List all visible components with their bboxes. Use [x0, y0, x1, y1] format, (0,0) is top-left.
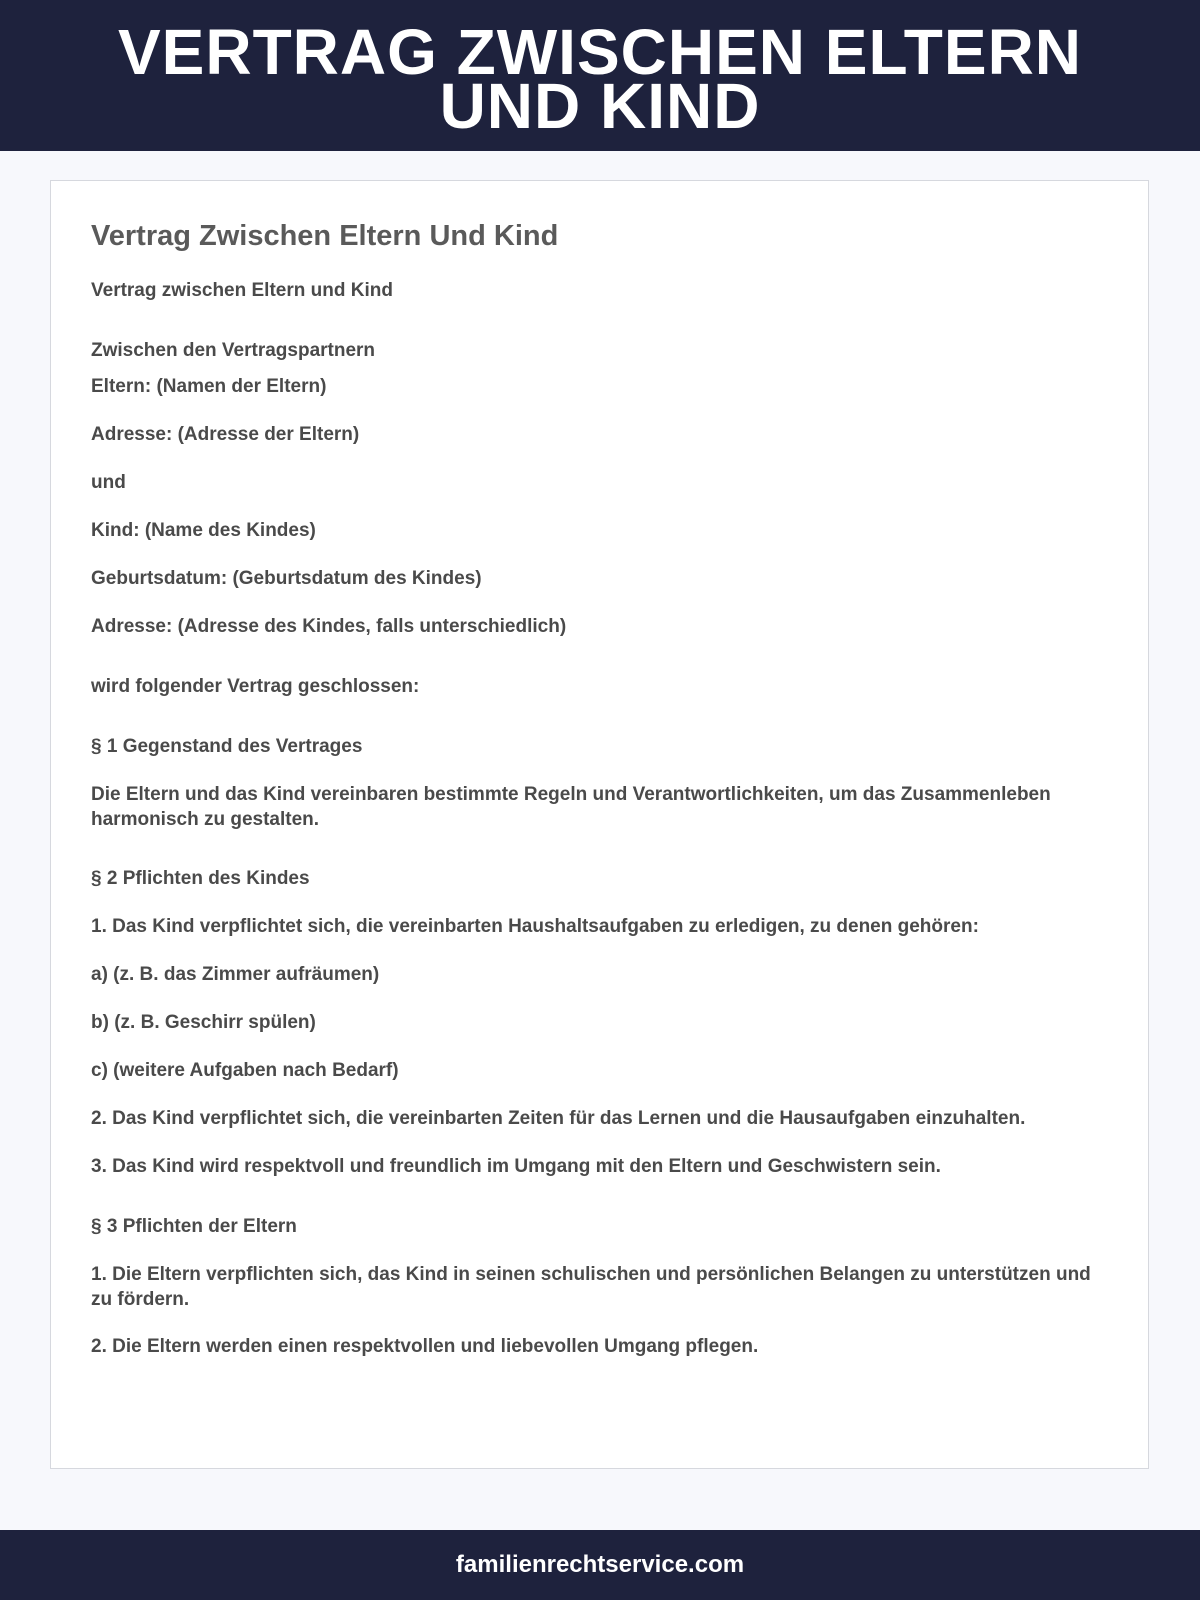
page-footer [0, 1530, 1200, 1600]
page-banner-title: VERTRAG ZWISCHEN ELTERN UND KIND [117, 15, 1083, 142]
section-2-item-1b: b) (z. B. Geschirr spülen) [91, 1012, 316, 1033]
section-2-item-1c: c) (weitere Aufgaben nach Bedarf) [91, 1060, 399, 1081]
section-2-item-3: 3. Das Kind wird respektvoll und freundlich im Umgang mit den Eltern und Geschwistern sein. [91, 1156, 941, 1177]
document-card [50, 180, 1149, 1469]
page-header [0, 0, 1200, 151]
child-address: Adresse: (Adresse des Kindes, falls unterschiedlich) [91, 616, 567, 637]
parents-names: Eltern: (Namen der Eltern) [91, 376, 327, 397]
section-2-item-1: 1. Das Kind verpflichtet sich, die vereinbarten Haushaltsaufgaben zu erledigen, zu denen gehören: [91, 916, 979, 937]
footer-site-link[interactable]: familienrechtservice.com [455, 1551, 745, 1578]
section-2-heading: § 2 Pflichten des Kindes [91, 868, 310, 889]
section-2-item-2: 2. Das Kind verpflichtet sich, die vereinbarten Zeiten für das Lernen und die Hausaufgaben einzuhalten. [91, 1108, 1026, 1129]
section-3-heading: § 3 Pflichten der Eltern [91, 1216, 297, 1237]
section-1-text: Die Eltern und das Kind vereinbaren bestimmte Regeln und Verantwortlichkeiten, um das Zusammenleben harmonisch zu gestalten. [91, 784, 1051, 830]
section-3-item-1: 1. Die Eltern verpflichten sich, das Kind in seinen schulischen und persönlichen Belangen zu unterstützen und zu fördern. [91, 1264, 1091, 1310]
child-birthdate: Geburtsdatum: (Geburtsdatum des Kindes) [91, 568, 482, 589]
parties-intro: Zwischen den Vertragspartnern [91, 340, 376, 361]
child-name: Kind: (Name des Kindes) [91, 520, 316, 541]
section-1-heading: § 1 Gegenstand des Vertrages [91, 736, 363, 757]
parents-address: Adresse: (Adresse der Eltern) [91, 424, 360, 445]
document-subtitle: Vertrag zwischen Eltern und Kind [91, 280, 393, 301]
contract-concluded: wird folgender Vertrag geschlossen: [91, 676, 420, 697]
conjunction-und: und [91, 472, 126, 493]
document-heading: Vertrag Zwischen Eltern Und Kind [91, 220, 559, 252]
section-3-item-2: 2. Die Eltern werden einen respektvollen und liebevollen Umgang pflegen. [91, 1336, 759, 1357]
section-2-item-1a: a) (z. B. das Zimmer aufräumen) [91, 964, 380, 985]
